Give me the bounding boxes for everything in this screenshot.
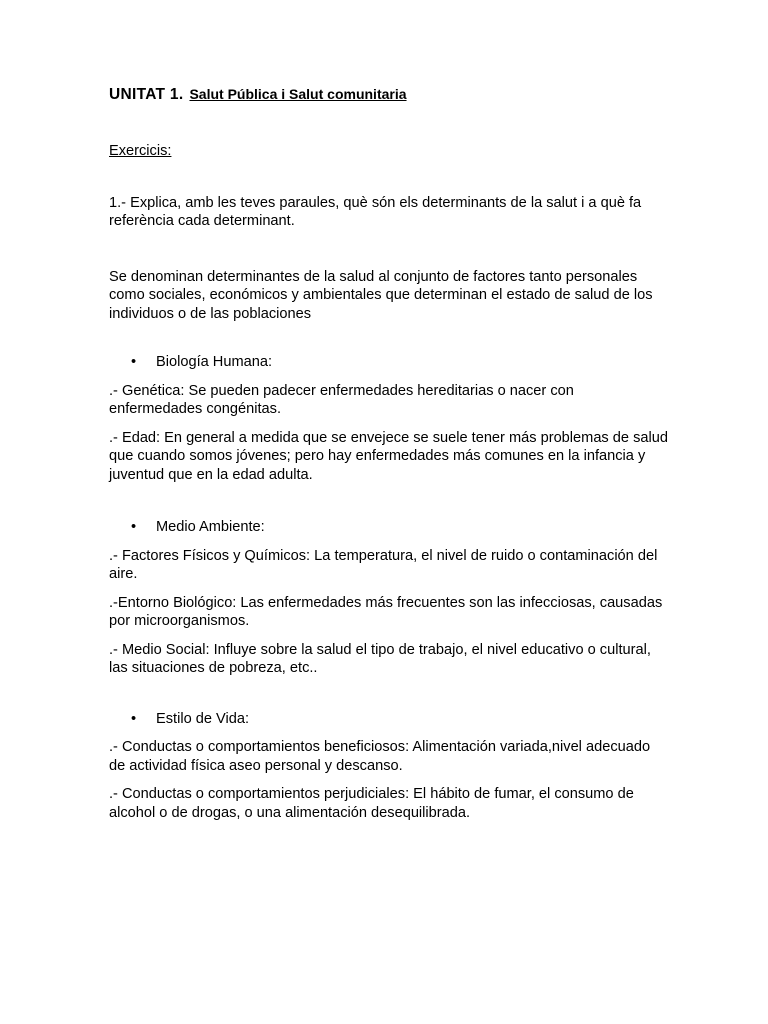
section-medio-ambiente — [109, 518, 669, 678]
list-item: .- Edad: En general a medida que se envejece se suele tener más problemas de salud que cuando somos jóvenes; pero hay enfermedades más comunes en la infancia y juventud que en la edad adulta. — [109, 429, 668, 483]
unit-subtitle: Salut Pública i Salut comunitaria — [189, 86, 407, 102]
section-estilo-de-vida — [109, 710, 669, 823]
section-heading — [109, 353, 669, 372]
intro-paragraph: Se denominan determinantes de la salud al conjunto de factores tanto personales como sociales, económicos y ambientales que determinan el estado de salud de los individuos o de las poblaciones — [109, 268, 653, 322]
list-item: .-Entorno Biológico: Las enfermedades más frecuentes son las infecciosas, causadas por microorganismos. — [109, 594, 663, 629]
section-biologia-humana — [109, 353, 669, 484]
list-item: .- Factores Físicos y Químicos: La temperatura, el nivel de ruido o contaminación del aire. — [109, 547, 658, 582]
section-heading-label: Medio Ambiente: — [156, 519, 265, 535]
section-heading — [109, 518, 669, 537]
section-heading-label: Biología Humana: — [156, 354, 273, 370]
list-item: .- Conductas o comportamientos perjudiciales: El hábito de fumar, el consumo de alcohol o de drogas, o una alimentación desequilibrada. — [109, 786, 634, 821]
unit-label: UNITAT 1. — [109, 86, 184, 103]
exercises-heading: Exercicis: — [109, 143, 172, 159]
list-item: .- Conductas o comportamientos beneficiosos: Alimentación variada,nivel adecuado de actividad física aseo personal y descanso. — [109, 739, 651, 774]
section-heading — [109, 710, 669, 729]
bullet-icon: • — [131, 354, 137, 370]
list-item: .- Medio Social: Influye sobre la salud el tipo de trabajo, el nivel educativo o cultural, las situaciones de pobreza, etc.. — [109, 641, 651, 676]
list-item: .- Genética: Se pueden padecer enfermedades hereditarias o nacer con enfermedades congénitas. — [109, 382, 574, 417]
bullet-icon: • — [131, 519, 137, 535]
document-body — [109, 85, 669, 822]
page-title — [109, 85, 669, 107]
section-heading-label: Estilo de Vida: — [156, 710, 250, 727]
question-text: 1.- Explica, amb les teves paraules, què són els determinants de la salut i a què fa referència cada determinant. — [109, 194, 642, 229]
bullet-icon: • — [131, 710, 137, 727]
